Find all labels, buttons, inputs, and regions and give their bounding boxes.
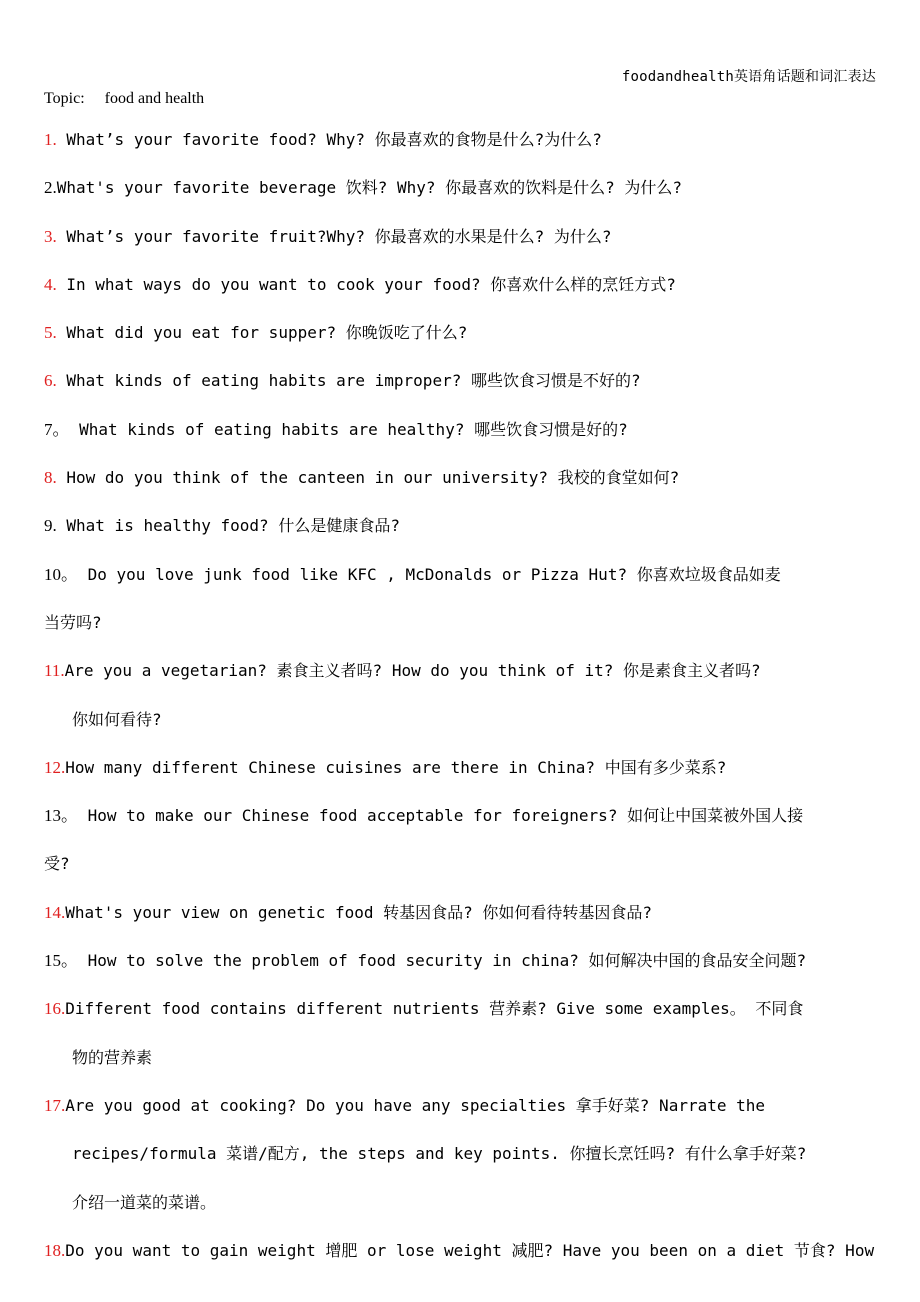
question-number: 5. <box>44 323 57 343</box>
question-text: In what ways do you want to cook your food? 你喜欢什么样的烹饪方式? <box>66 274 676 294</box>
question-item <box>44 985 920 1082</box>
question-item <box>44 647 920 744</box>
question-text-continued: 受? <box>44 854 70 874</box>
question-item <box>44 889 920 937</box>
question-number: 18. <box>44 1240 66 1260</box>
question-number: 7。 <box>44 419 70 439</box>
question-number: 16. <box>44 999 66 1019</box>
question-text: What kinds of eating habits are improper? 哪些饮食习惯是不好的? <box>66 371 641 391</box>
question-text: What's your favorite beverage 饮料? Why? 你最喜欢的饮料是什么? 为什么? <box>56 178 683 198</box>
question-item <box>44 116 920 164</box>
question-text: Are you a vegetarian? 素食主义者吗? How do you think of it? 你是素食主义者吗? <box>64 661 761 681</box>
question-item <box>44 1082 920 1227</box>
question-item <box>44 744 920 792</box>
question-item <box>44 213 920 261</box>
question-number: 17. <box>44 1095 66 1115</box>
question-item <box>44 551 920 648</box>
question-text: What kinds of eating habits are healthy? 哪些饮食习惯是好的? <box>79 419 628 439</box>
question-number: 9. <box>44 516 57 536</box>
question-number: 10。 <box>44 564 78 584</box>
question-text-continued: recipes/formula 菜谱/配方, the steps and key points. 你擅长烹饪吗? 有什么拿手好菜? <box>72 1144 807 1164</box>
question-text: What is healthy food? 什么是健康食品? <box>66 516 400 536</box>
question-text-continued: 介绍一道菜的菜谱。 <box>72 1192 217 1212</box>
question-text: What did you eat for supper? 你晚饭吃了什么? <box>66 323 468 343</box>
topic-value: food and health <box>104 90 205 107</box>
page-header: foodandhealth英语角话题和词汇表达 <box>621 69 876 85</box>
question-item <box>44 937 920 985</box>
question-number: 12. <box>44 757 66 777</box>
question-text-continued: 物的营养素 <box>72 1047 153 1067</box>
question-item <box>44 454 920 502</box>
question-item <box>44 164 920 212</box>
question-list <box>44 116 920 1275</box>
question-text: Different food contains different nutrients 营养素? Give some examples。 不同食 <box>65 999 804 1019</box>
question-text-continued: 你如何看待? <box>72 709 162 729</box>
question-text: How do you think of the canteen in our university? 我校的食堂如何? <box>66 468 680 488</box>
question-text: How many different Chinese cuisines are there in China? 中国有多少菜系? <box>65 757 727 777</box>
question-number: 14. <box>44 902 66 922</box>
question-text: Do you love junk food like KFC , McDonalds or Pizza Hut? 你喜欢垃圾食品如麦 <box>87 564 781 584</box>
question-number: 13。 <box>44 806 78 826</box>
question-text: Do you want to gain weight 增肥 or lose weight 减肥? Have you been on a diet 节食? How <box>65 1240 875 1260</box>
question-item <box>44 502 920 550</box>
question-text: How to make our Chinese food acceptable for foreigners? 如何让中国菜被外国人接 <box>87 806 804 826</box>
question-text: Are you good at cooking? Do you have any specialties 拿手好菜? Narrate the <box>65 1095 766 1115</box>
question-item <box>44 261 920 309</box>
question-item <box>44 309 920 357</box>
question-item <box>44 357 920 405</box>
question-text: What’s your favorite fruit?Why? 你最喜欢的水果是什么? 为什么? <box>66 226 612 246</box>
question-item <box>44 1227 920 1275</box>
question-number: 15。 <box>44 951 78 971</box>
question-number: 3. <box>44 226 57 246</box>
question-number: 1. <box>44 130 57 149</box>
question-text: What’s your favorite food? Why? 你最喜欢的食物是什么?为什么? <box>66 130 602 149</box>
question-number: 6. <box>44 371 57 391</box>
question-text: How to solve the problem of food security in china? 如何解决中国的食品安全问题? <box>87 951 807 971</box>
question-number: 8. <box>44 468 57 488</box>
topic-label: Topic: <box>44 90 85 107</box>
question-item <box>44 792 920 889</box>
question-number: 2. <box>44 178 57 198</box>
question-text: What's your view on genetic food 转基因食品? 你如何看待转基因食品? <box>65 902 653 922</box>
topic-line <box>44 90 204 108</box>
question-number: 4. <box>44 274 57 294</box>
question-text-continued: 当劳吗? <box>44 612 102 632</box>
question-item <box>44 406 920 454</box>
question-number: 11. <box>44 661 65 681</box>
